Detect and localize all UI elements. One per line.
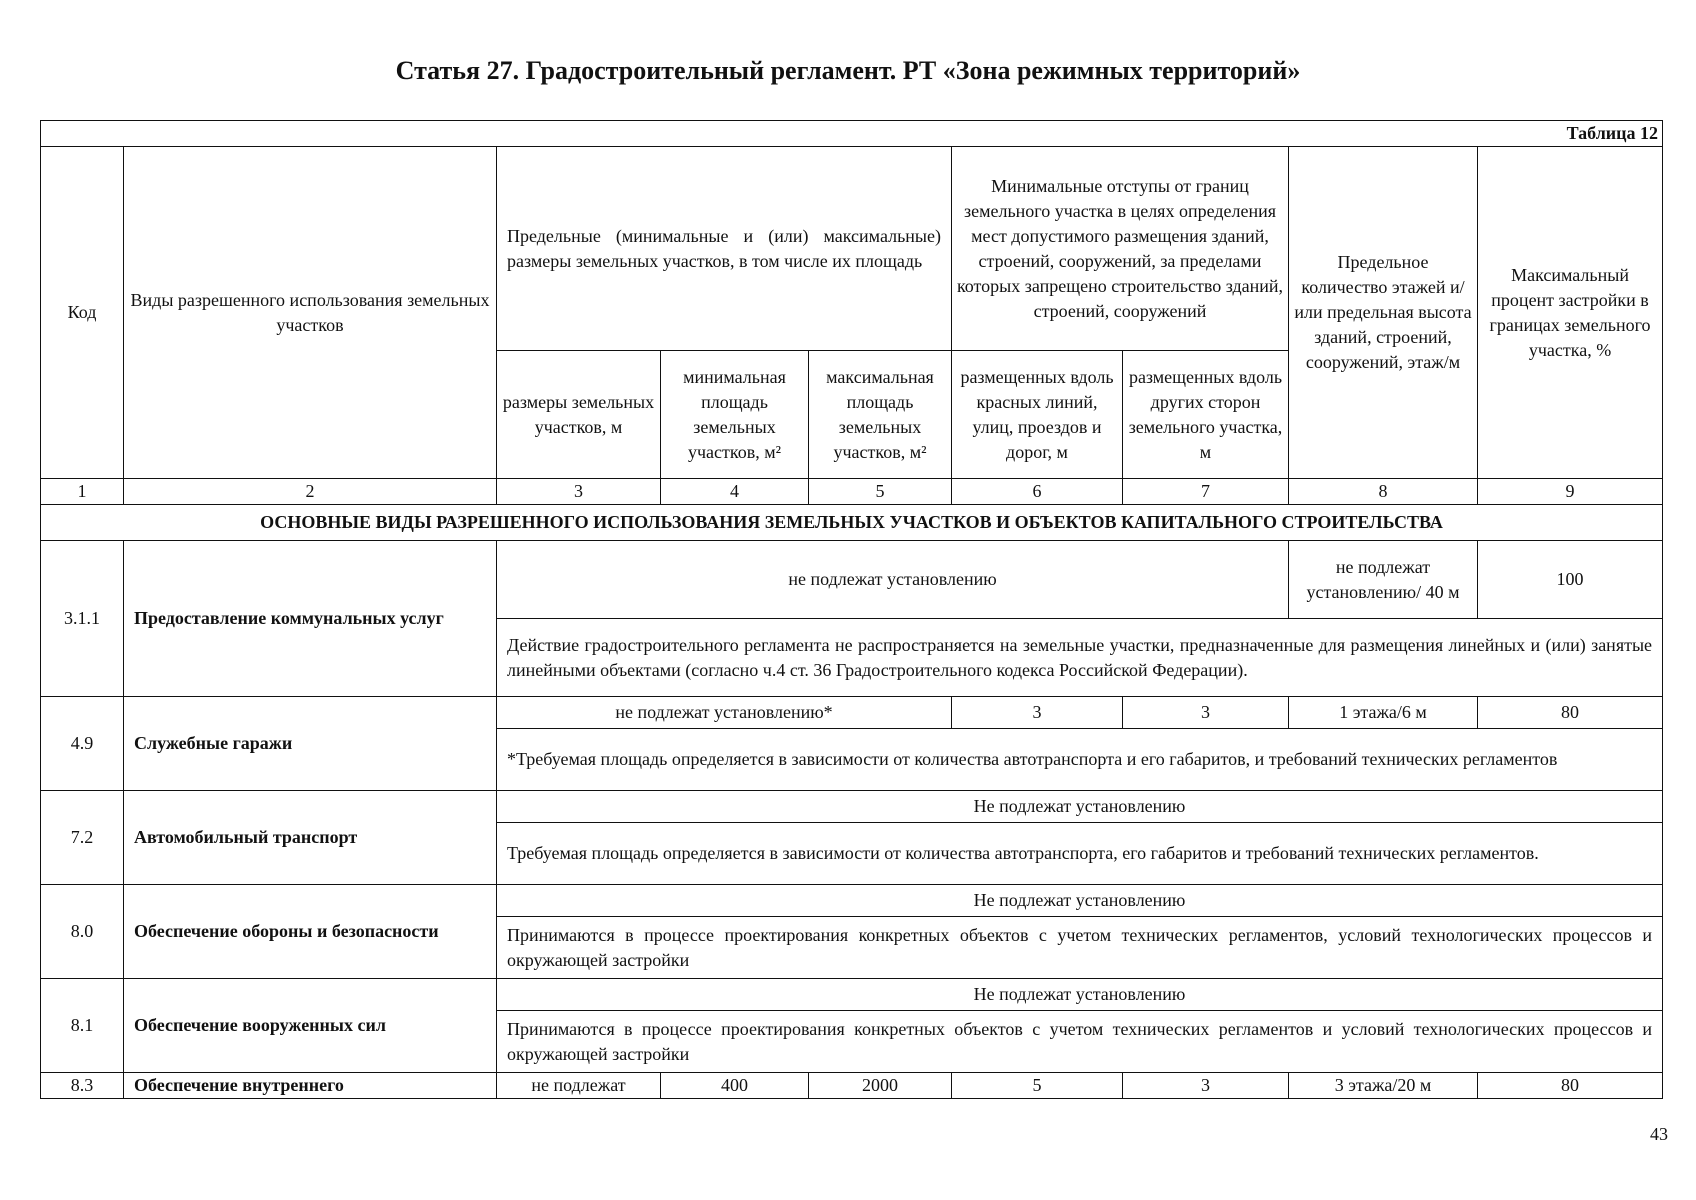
row-name: Предоставление коммунальных услуг [124,541,497,697]
row-params: Не подлежат установлению [497,979,1663,1011]
row-code: 8.3 [41,1073,124,1099]
col-number: 9 [1478,479,1663,505]
col-number: 4 [661,479,809,505]
row-params: Не подлежат установлению [497,885,1663,917]
row-name: Автомобильный транспорт [124,791,497,885]
row-percent: 80 [1478,1073,1663,1099]
col-number: 5 [809,479,952,505]
column-numbers-row [41,479,1663,505]
row-name: Обеспечение обороны и безопасности [124,885,497,979]
header-min-area: минимальная площадь земельных участков, м² [661,351,809,479]
header-plot-dimensions: размеры земельных участков, м [497,351,661,479]
row-code: 8.1 [41,979,124,1073]
col-number: 7 [1123,479,1289,505]
row-name: Служебные гаражи [124,697,497,791]
row-name: Обеспечение внутреннего [124,1073,497,1099]
row-floors: не подлежат установлению/ 40 м [1289,541,1478,619]
row-red-lines: 5 [952,1073,1123,1099]
row-params: не подлежат установлению* [497,697,952,729]
header-code: Код [41,147,124,479]
page-title: Статья 27. Градостроительный регламент. РТ «Зона режимных территорий» [395,56,1301,85]
row-note: Принимаются в процессе проектирования конкретных объектов с учетом технических регламентов, условий технологических процессов и окружающей застройки [497,917,1663,979]
row-params: Не подлежат установлению [497,791,1663,823]
row-note: Принимаются в процессе проектирования конкретных объектов с учетом технических регламентов и условий технологических процессов и окружающей застройки [497,1011,1663,1073]
header-max-area: максимальная площадь земельных участков, м² [809,351,952,479]
row-code: 4.9 [41,697,124,791]
section-title: ОСНОВНЫЕ ВИДЫ РАЗРЕШЕННОГО ИСПОЛЬЗОВАНИЯ ЗЕМЕЛЬНЫХ УЧАСТКОВ И ОБЪЕКТОВ КАПИТАЛЬНОГО СТРОИТЕЛЬСТВА [41,505,1663,541]
table-label-row [41,121,1663,147]
col-number: 3 [497,479,661,505]
col-number: 2 [124,479,497,505]
table-row [41,885,1663,917]
table-row [41,979,1663,1011]
table-row [41,791,1663,823]
header-row-1 [41,147,1663,351]
row-percent: 80 [1478,697,1663,729]
col-number: 1 [41,479,124,505]
row-max-area: 2000 [809,1073,952,1099]
row-other-sides: 3 [1123,1073,1289,1099]
row-floors: 1 этажа/6 м [1289,697,1478,729]
table-row [41,541,1663,619]
col-number: 6 [952,479,1123,505]
row-code: 3.1.1 [41,541,124,697]
row-min-area: 400 [661,1073,809,1099]
row-floors: 3 этажа/20 м [1289,1073,1478,1099]
row-params: не подлежат установлению [497,541,1289,619]
header-use-types: Виды разрешенного использования земельных участков [124,147,497,479]
table-label: Таблица 12 [41,121,1663,147]
section-row [41,505,1663,541]
header-floors: Предельное количество этажей и/или предельная высота зданий, строений, сооружений, этаж/м [1289,147,1478,479]
regulation-table [40,120,1663,1099]
row-red-lines: 3 [952,697,1123,729]
header-other-sides: размещенных вдоль других сторон земельного участка, м [1123,351,1289,479]
col-number: 8 [1289,479,1478,505]
row-percent: 100 [1478,541,1663,619]
row-code: 8.0 [41,885,124,979]
row-plot-size: не подлежат [497,1073,661,1099]
header-setbacks: Минимальные отступы от границ земельного участка в целях определения мест допустимого размещения зданий, строений, сооружений, за пределами которых запрещено строительство зданий, строений, сооружений [952,147,1289,351]
row-note: Действие градостроительного регламента не распространяется на земельные участки, предназначенные для размещения линейных и (или) занятые линейными объектами (согласно ч.4 ст. 36 Градостроительного кодекса Российской Федерации). [497,619,1663,697]
header-plot-sizes: Предельные (минимальные и (или) максимальные) размеры земельных участков, в том числе их площадь [497,147,952,351]
row-other-sides: 3 [1123,697,1289,729]
table-row [41,697,1663,729]
table-row [41,1073,1663,1099]
row-name: Обеспечение вооруженных сил [124,979,497,1073]
row-code: 7.2 [41,791,124,885]
row-note: Требуемая площадь определяется в зависимости от количества автотранспорта, его габаритов и требований технических регламентов. [497,823,1663,885]
row-note: *Требуемая площадь определяется в зависимости от количества автотранспорта и его габаритов, и требований технических регламентов [497,729,1663,791]
page-number: 43 [1650,1124,1668,1144]
header-percent: Максимальный процент застройки в границах земельного участка, % [1478,147,1663,479]
header-red-lines: размещенных вдоль красных линий, улиц, проездов и дорог, м [952,351,1123,479]
